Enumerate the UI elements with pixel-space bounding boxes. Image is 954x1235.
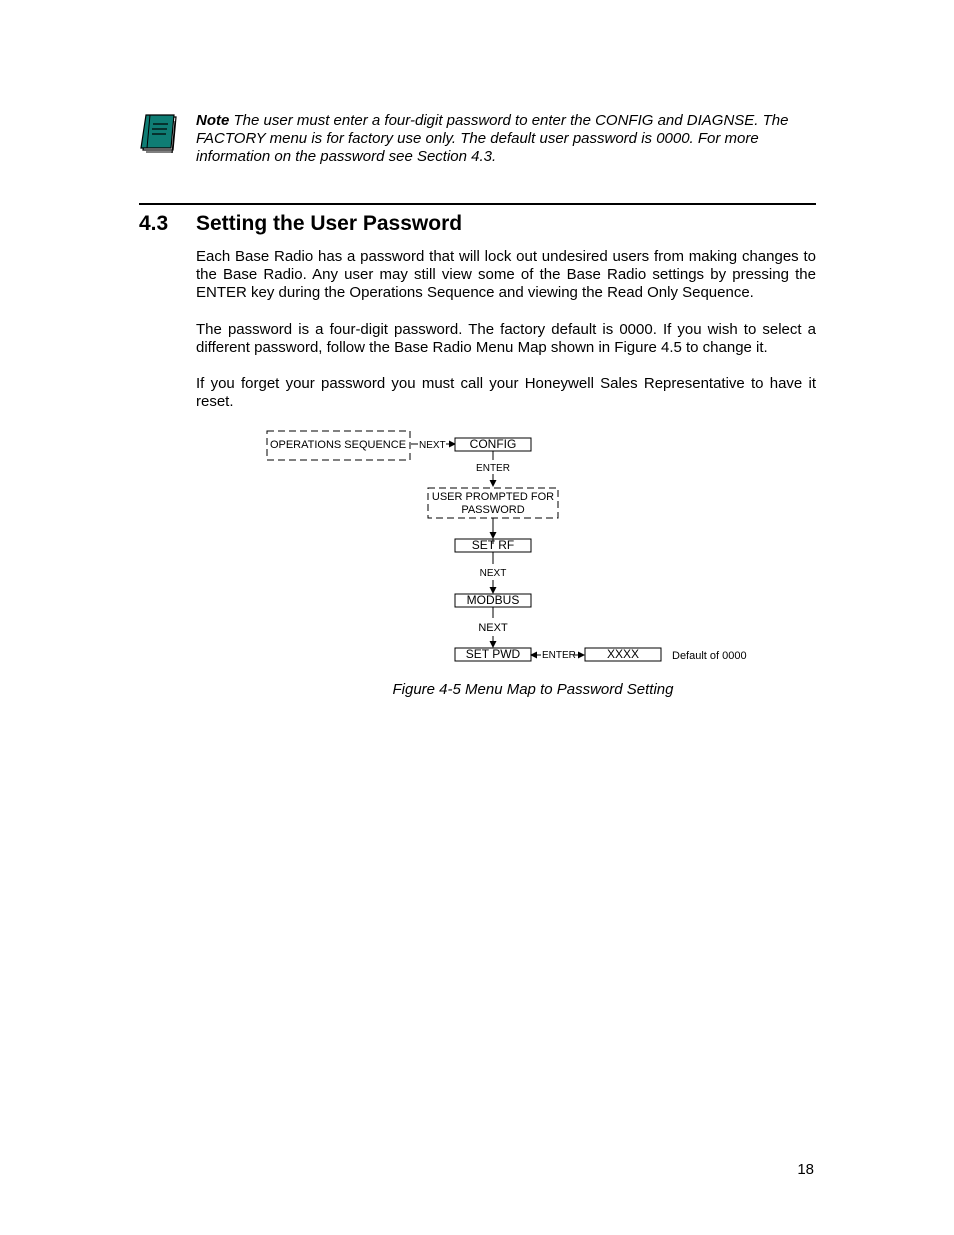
paragraph: The password is a four-digit password. The factory default is 0000. If you wish to select a different password, follow the Base Radio Menu Map shown in Figure 4.5 to change it.	[196, 321, 816, 356]
paragraph: Each Base Radio has a password that will lock out undesired users from making changes to the Base Radio. Any user may still view some of the Base Radio settings by pressing the ENTER key during the Operations Sequence and viewing the Read Only Sequence.	[196, 248, 816, 301]
figure-caption: Figure 4-5 Menu Map to Password Setting	[392, 681, 674, 698]
modbus-label: MODBUS	[466, 593, 520, 607]
next-label: NEXT	[419, 440, 446, 451]
config-label: CONFIG	[469, 437, 517, 451]
set-rf-label: SET RF	[471, 538, 515, 552]
note-label: Note	[196, 112, 230, 129]
note-icon	[139, 113, 179, 155]
menu-map-diagram	[255, 424, 755, 669]
enter-label-2: ENTER	[542, 650, 576, 661]
section-divider	[139, 203, 816, 205]
set-pwd-label: SET PWD	[465, 647, 521, 661]
note-body: The user must enter a four-digit password to enter the CONFIG and DIAGNSE. The FACTORY menu is for factory use only. The default user password is 0000. For more information on the password see Section 4.3.	[196, 112, 789, 165]
operations-sequence-label: OPERATIONS SEQUENCE	[269, 439, 407, 451]
paragraph: If you forget your password you must call your Honeywell Sales Representative to have it reset.	[196, 375, 816, 410]
enter-label: ENTER	[476, 463, 510, 474]
note-text	[196, 112, 818, 166]
section-title: Setting the User Password	[196, 212, 463, 235]
section-number: 4.3	[139, 212, 169, 235]
xxxx-label: XXXX	[606, 647, 640, 661]
default-note: Default of 0000	[672, 650, 747, 662]
user-prompted-line1: USER PROMPTED FOR	[431, 491, 555, 503]
next-label-3: NEXT	[478, 622, 508, 634]
user-prompted-line2: PASSWORD	[461, 504, 525, 516]
page-number: 18	[797, 1161, 814, 1178]
next-label-2: NEXT	[479, 568, 507, 579]
